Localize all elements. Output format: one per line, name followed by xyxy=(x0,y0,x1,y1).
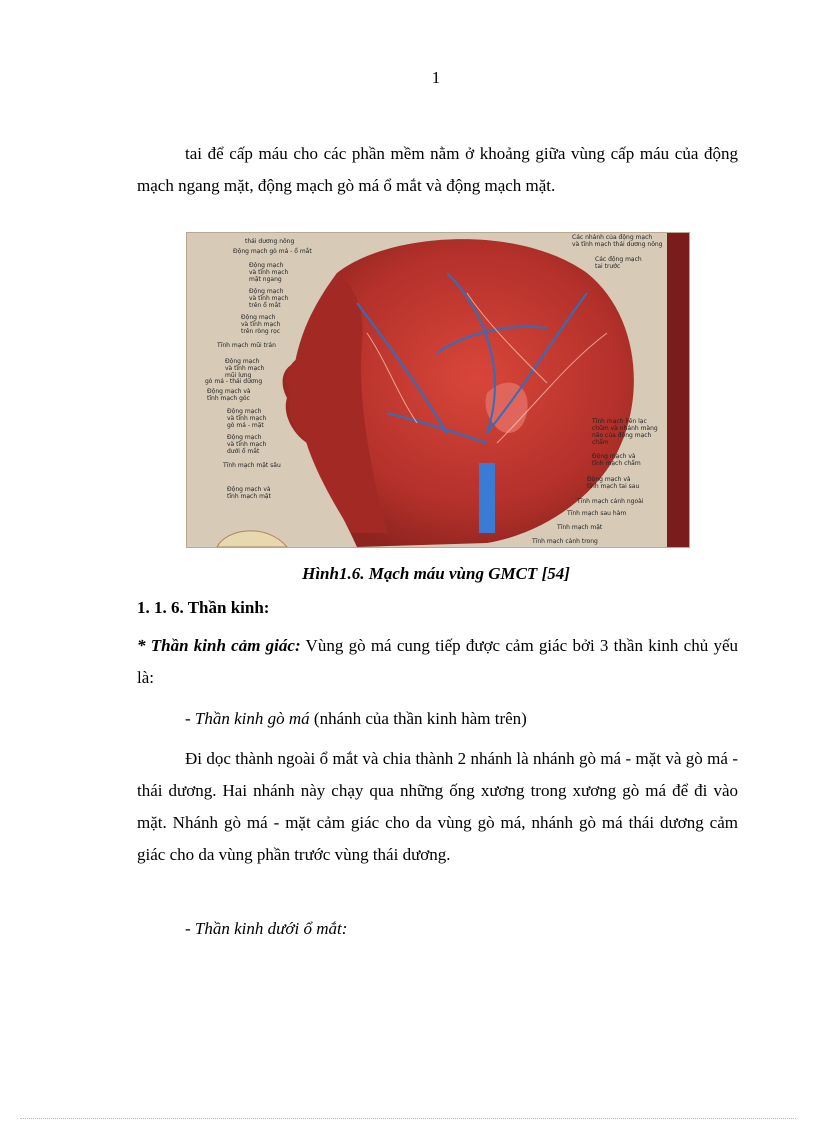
figure-caption: Hình1.6. Mạch máu vùng GMCT [54] xyxy=(302,564,570,583)
svg-text:Động mạch và: Động mạch và xyxy=(592,453,636,460)
svg-text:Tĩnh mạch liên lạc: Tĩnh mạch liên lạc xyxy=(592,418,647,425)
svg-text:chũm và nhánh màng: chũm và nhánh màng xyxy=(592,425,658,432)
svg-text:tĩnh mạch mặt: tĩnh mạch mặt xyxy=(227,493,271,500)
svg-text:trên ròng rọc: trên ròng rọc xyxy=(241,328,281,335)
svg-text:tĩnh mạch góc: tĩnh mạch góc xyxy=(207,395,250,402)
svg-text:và tĩnh mạch: và tĩnh mạch xyxy=(249,295,289,302)
svg-text:tĩnh mạch tai sau: tĩnh mạch tai sau xyxy=(587,483,640,490)
svg-text:chẩm: chẩm xyxy=(592,439,609,446)
sensory-nerve-label: * Thần kinh cảm giác: xyxy=(137,636,301,655)
svg-text:Động mạch: Động mạch xyxy=(227,408,262,415)
svg-text:Động mạch: Động mạch xyxy=(249,262,284,269)
bullet-zygomatic-nerve xyxy=(185,703,527,735)
svg-text:Tĩnh mạch mũi trán: Tĩnh mạch mũi trán xyxy=(217,342,276,349)
svg-text:tai trước: tai trước xyxy=(595,263,621,270)
svg-text:Tĩnh mạch cảnh ngoài: Tĩnh mạch cảnh ngoài xyxy=(577,498,644,505)
svg-text:Động mạch và: Động mạch và xyxy=(207,388,251,395)
bullet-rest: (nhánh của thần kinh hàm trên) xyxy=(309,709,527,728)
svg-text:Động mạch gò má - ổ mắt: Động mạch gò má - ổ mắt xyxy=(233,248,312,255)
svg-text:Động mạch và: Động mạch và xyxy=(587,476,631,483)
svg-text:và tĩnh mạch: và tĩnh mạch xyxy=(241,321,281,328)
svg-text:thái dương nông: thái dương nông xyxy=(245,238,295,245)
bullet-dash: - xyxy=(185,709,195,728)
svg-text:và tĩnh mạch thái dương nông: và tĩnh mạch thái dương nông xyxy=(572,241,663,248)
svg-text:và tĩnh mạch: và tĩnh mạch xyxy=(227,415,267,422)
svg-text:Tĩnh mạch mặt sâu: Tĩnh mạch mặt sâu xyxy=(223,462,281,469)
svg-text:Các nhánh của động mạch: Các nhánh của động mạch xyxy=(572,234,653,241)
anatomy-figure xyxy=(186,232,690,548)
paragraph-continuation: tai để cấp máu cho các phần mềm nằm ở khoảng giữa vùng cấp máu của động mạch ngang mặt, động mạch gò má ổ mắt và động mạch mặt. xyxy=(137,144,738,195)
svg-text:và tĩnh mạch: và tĩnh mạch xyxy=(249,269,289,276)
svg-text:tĩnh mạch chẩm: tĩnh mạch chẩm xyxy=(592,460,641,467)
svg-text:và tĩnh mạch: và tĩnh mạch xyxy=(227,441,267,448)
svg-text:não của động mạch: não của động mạch xyxy=(592,432,652,439)
svg-text:Tĩnh mạch sau hàm: Tĩnh mạch sau hàm xyxy=(567,510,627,517)
svg-text:mặt ngang: mặt ngang xyxy=(249,276,282,283)
zygomatic-nerve-description: Đi dọc thành ngoài ổ mắt và chia thành 2 nhánh là nhánh gò má - mặt và gò má - thái dương. Hai nhánh này chạy qua những ống xương trong xương gò má để đi vào mặt. Nhánh gò má - mặt cảm giác cho da vùng gò má, nhánh gò má thái dương cảm giác cho da vùng phần trước vùng thái dương. xyxy=(137,749,738,864)
svg-text:Động mạch và: Động mạch và xyxy=(227,486,271,493)
page-number: 1 xyxy=(431,68,441,87)
page-bottom-rule xyxy=(20,1118,796,1119)
sensory-nerve-text: Vùng gò má cung tiếp được cảm giác bởi 3 thần kinh chủ yếu là: xyxy=(137,636,738,687)
svg-text:Động mạch: Động mạch xyxy=(227,434,262,441)
svg-text:trên ổ mắt: trên ổ mắt xyxy=(249,302,281,309)
svg-text:Động mạch: Động mạch xyxy=(249,288,284,295)
section-heading: 1. 1. 6. Thần kinh: xyxy=(137,598,270,617)
svg-text:dưới ổ mắt: dưới ổ mắt xyxy=(227,448,260,455)
svg-text:Tĩnh mạch cảnh trong: Tĩnh mạch cảnh trong xyxy=(532,538,598,545)
svg-text:Động mạch: Động mạch xyxy=(241,314,276,321)
svg-text:và tĩnh mạch: và tĩnh mạch xyxy=(225,365,265,372)
bullet-infraorbital-nerve: - Thần kinh dưới ổ mắt: xyxy=(185,919,348,938)
svg-text:mũi lưng: mũi lưng xyxy=(225,372,252,379)
svg-text:Động mạch: Động mạch xyxy=(225,358,260,365)
svg-text:Tĩnh mạch mặt: Tĩnh mạch mặt xyxy=(557,524,603,531)
sensory-nerve-paragraph xyxy=(137,630,738,694)
svg-text:Các động mạch: Các động mạch xyxy=(595,256,642,263)
svg-text:gò má - thái dương: gò má - thái dương xyxy=(205,378,263,385)
bullet-name: Thần kinh gò má xyxy=(194,709,310,728)
svg-text:gò má - mặt: gò má - mặt xyxy=(227,422,264,429)
